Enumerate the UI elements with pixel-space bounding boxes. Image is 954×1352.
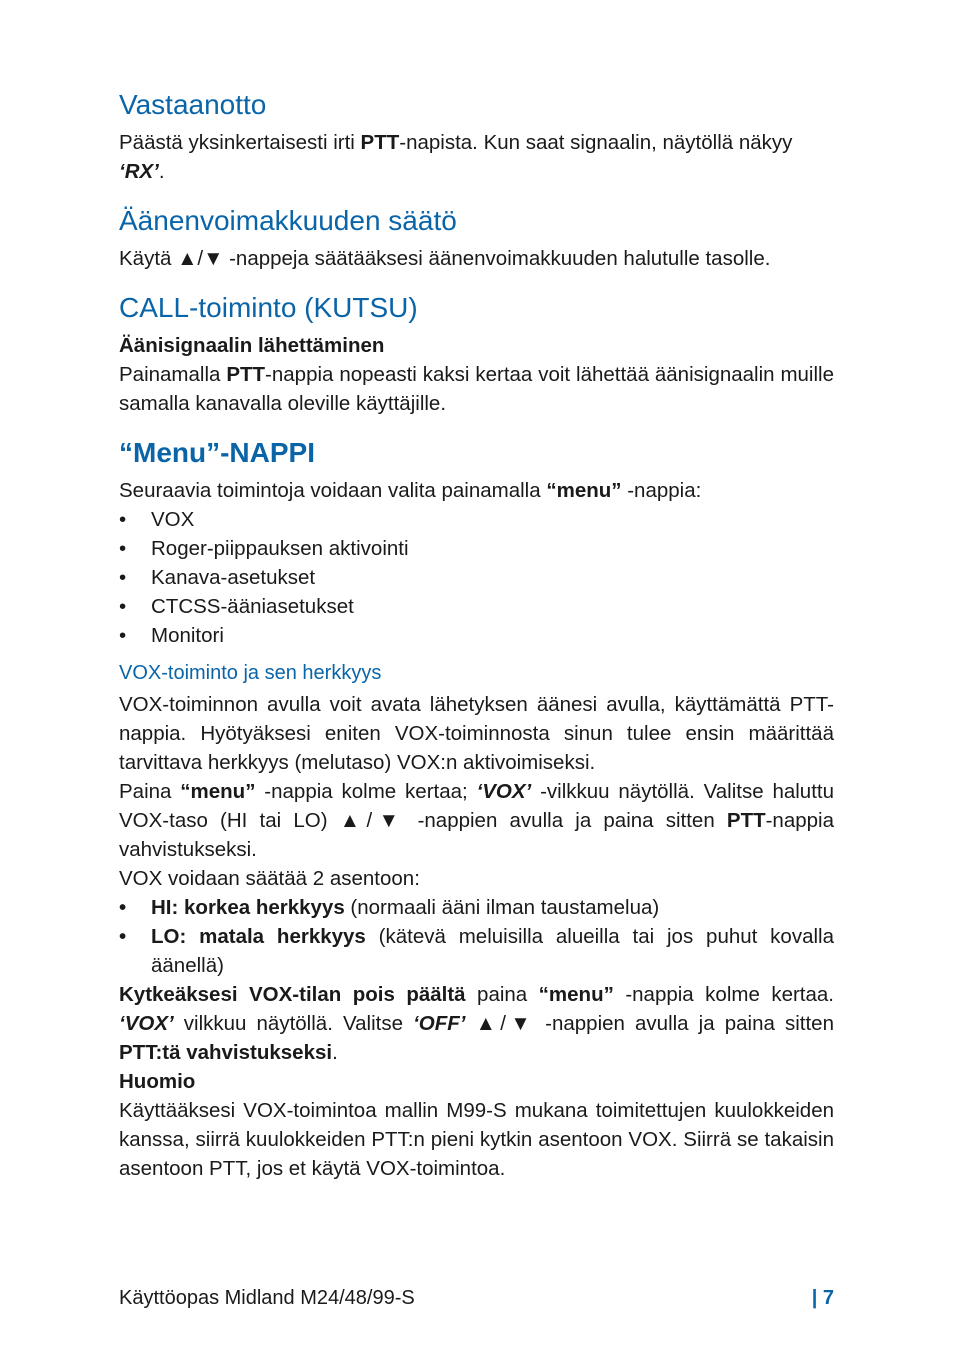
- heading-menu: “Menu”-NAPPI: [119, 437, 315, 468]
- bullet-icon: •: [119, 925, 127, 948]
- section-menu: [119, 436, 834, 1183]
- note-text: Käyttääksesi VOX-toimintoa mallin M99-S mukana toimitettujen kuulokkeiden kanssa, siirrä kuulokkeiden PTT:n pieni kytkin asentoon VOX. Siirrä se takaisin asentoon PTT, jos et käytä VOX-toimintoa.: [119, 1099, 834, 1180]
- bullet-icon: •: [119, 508, 127, 531]
- page-number: | 7: [811, 1287, 834, 1309]
- arrow-icons: ▲/▼: [475, 1012, 536, 1035]
- vox-paragraph-3: VOX voidaan säätää 2 asentoon:: [119, 867, 420, 890]
- list-item: • Monitori: [119, 621, 834, 650]
- list-item: • HI: korkea herkkyys (normaali ääni ilman taustamelua): [119, 893, 834, 922]
- heading-receive: Vastaanotto: [119, 89, 267, 120]
- receive-text: Päästä yksinkertaisesti irti PTT-napista. Kun saat signaalin, näytöllä näkyy ‘RX’.: [119, 131, 793, 183]
- bullet-icon: •: [119, 537, 127, 560]
- page-content: [119, 88, 834, 1183]
- note-title: Huomio: [119, 1070, 196, 1093]
- footer-title: Käyttöopas Midland M24/48/99-S: [119, 1287, 415, 1309]
- vox-paragraph-1: VOX-toiminnon avulla voit avata lähetyksen äänesi avulla, käyttämättä PTT-nappia. Hyötyäksesi eniten VOX-toiminnosta sinun tulee ensin määrittää tarvittava herkkyys (melutaso) VOX:n aktivoimiseksi.: [119, 693, 834, 774]
- menu-intro: Seuraavia toimintoja voidaan valita painamalla “menu” -nappia:: [119, 479, 702, 502]
- bullet-icon: •: [119, 896, 127, 919]
- section-volume: [119, 204, 834, 273]
- list-item: • Roger-piippauksen aktivointi: [119, 534, 834, 563]
- list-item: • LO: matala herkkyys (kätevä meluisilla alueilla tai jos puhut kovalla äänellä): [119, 922, 834, 980]
- section-call: [119, 291, 834, 418]
- call-text: Painamalla PTT-nappia nopeasti kaksi kertaa voit lähettää äänisignaalin muille samalla kanavalla oleville käyttäjille.: [119, 363, 834, 415]
- bullet-icon: •: [119, 566, 127, 589]
- menu-list: [119, 505, 834, 650]
- bullet-icon: •: [119, 595, 127, 618]
- volume-text: Käytä ▲/▼ -nappeja säätääksesi äänenvoimakkuuden halutulle tasolle.: [119, 247, 771, 270]
- list-item: • VOX: [119, 505, 834, 534]
- vox-paragraph-2: Paina “menu” -nappia kolme kertaa; ‘VOX’ -vilkkuu näytöllä. Valitse haluttu VOX-taso (HI tai LO) ▲/▼ -nappien avulla ja paina sitten PTT-nappia vahvistukseksi.: [119, 780, 834, 861]
- vox-paragraph-4: Kytkeäksesi VOX-tilan pois päältä paina “menu” -nappia kolme kertaa. ‘VOX’ vilkkuu näytöllä. Valitse ‘OFF’ ▲/▼ -nappien avulla ja paina sitten PTT:tä vahvistukseksi.: [119, 983, 834, 1064]
- heading-call: CALL-toiminto (KUTSU): [119, 292, 418, 323]
- list-item: • Kanava-asetukset: [119, 563, 834, 592]
- section-receive: [119, 88, 834, 186]
- list-item: • CTCSS-ääniasetukset: [119, 592, 834, 621]
- heading-vox: VOX-toiminto ja sen herkkyys: [119, 662, 382, 684]
- arrow-icons: ▲/▼: [177, 247, 224, 270]
- vox-levels-list: [119, 893, 834, 980]
- arrow-icons: ▲/▼: [339, 809, 406, 832]
- call-subtitle: Äänisignaalin lähettäminen: [119, 334, 385, 357]
- bullet-icon: •: [119, 624, 127, 647]
- heading-volume: Äänenvoimakkuuden säätö: [119, 205, 457, 236]
